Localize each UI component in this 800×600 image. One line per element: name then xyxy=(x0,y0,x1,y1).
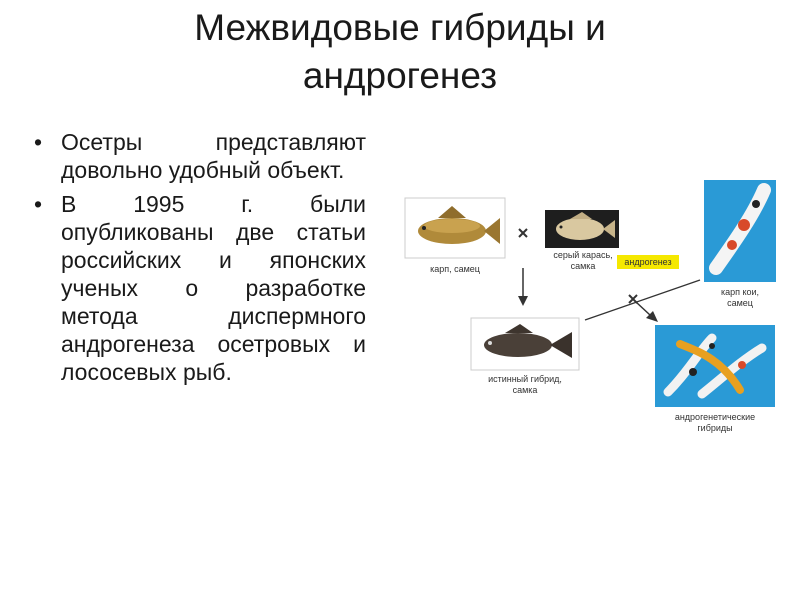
connector-line xyxy=(585,280,700,320)
androgenetic-caption xyxy=(650,412,780,434)
androgenetic-hybrids-photo xyxy=(655,325,775,407)
title-line-1: Межвидовые гибриды и xyxy=(194,7,606,48)
crucian-caption-line1: серый карась, xyxy=(553,250,613,260)
arrow-down-icon xyxy=(518,268,528,306)
koi-caption xyxy=(700,287,780,309)
bullet-icon: • xyxy=(34,191,43,217)
bullet-text: Осетры представляют довольно удобный объект. xyxy=(61,129,366,183)
true-hybrid-caption-line1: истинный гибрид, xyxy=(488,374,562,384)
bullet-icon: • xyxy=(34,129,43,155)
crucian-caption-line2: самка xyxy=(570,261,596,271)
arrow-right-icon xyxy=(636,302,658,322)
crucian-caption xyxy=(538,250,628,272)
crucian-female-photo xyxy=(545,210,619,248)
carp-male-photo xyxy=(405,198,505,258)
koi-caption-line1: карп кои, xyxy=(720,287,760,297)
androgenetic-caption-line2: гибриды xyxy=(697,423,733,433)
title-line-2: андрогенез xyxy=(302,55,498,96)
true-hybrid-caption xyxy=(470,374,580,396)
koi-male-photo xyxy=(704,180,776,282)
cross-icon xyxy=(519,229,527,237)
koi-caption-line2: самец xyxy=(727,298,753,308)
androgenesis-tag: андрогенез xyxy=(617,255,679,269)
carp-male-caption: карп, самец xyxy=(430,264,480,274)
androgenetic-caption-line1: андрогенетические xyxy=(674,412,756,422)
true-hybrid-caption-line2: самка xyxy=(512,385,538,395)
cross-icon xyxy=(629,295,637,303)
bullet-text: В 1995 г. были опубликованы две статьи российских и японских ученых о разработке метода диспермного андрогенеза осетровых и лососевых рыб. xyxy=(61,191,366,385)
true-hybrid-photo xyxy=(471,318,579,370)
